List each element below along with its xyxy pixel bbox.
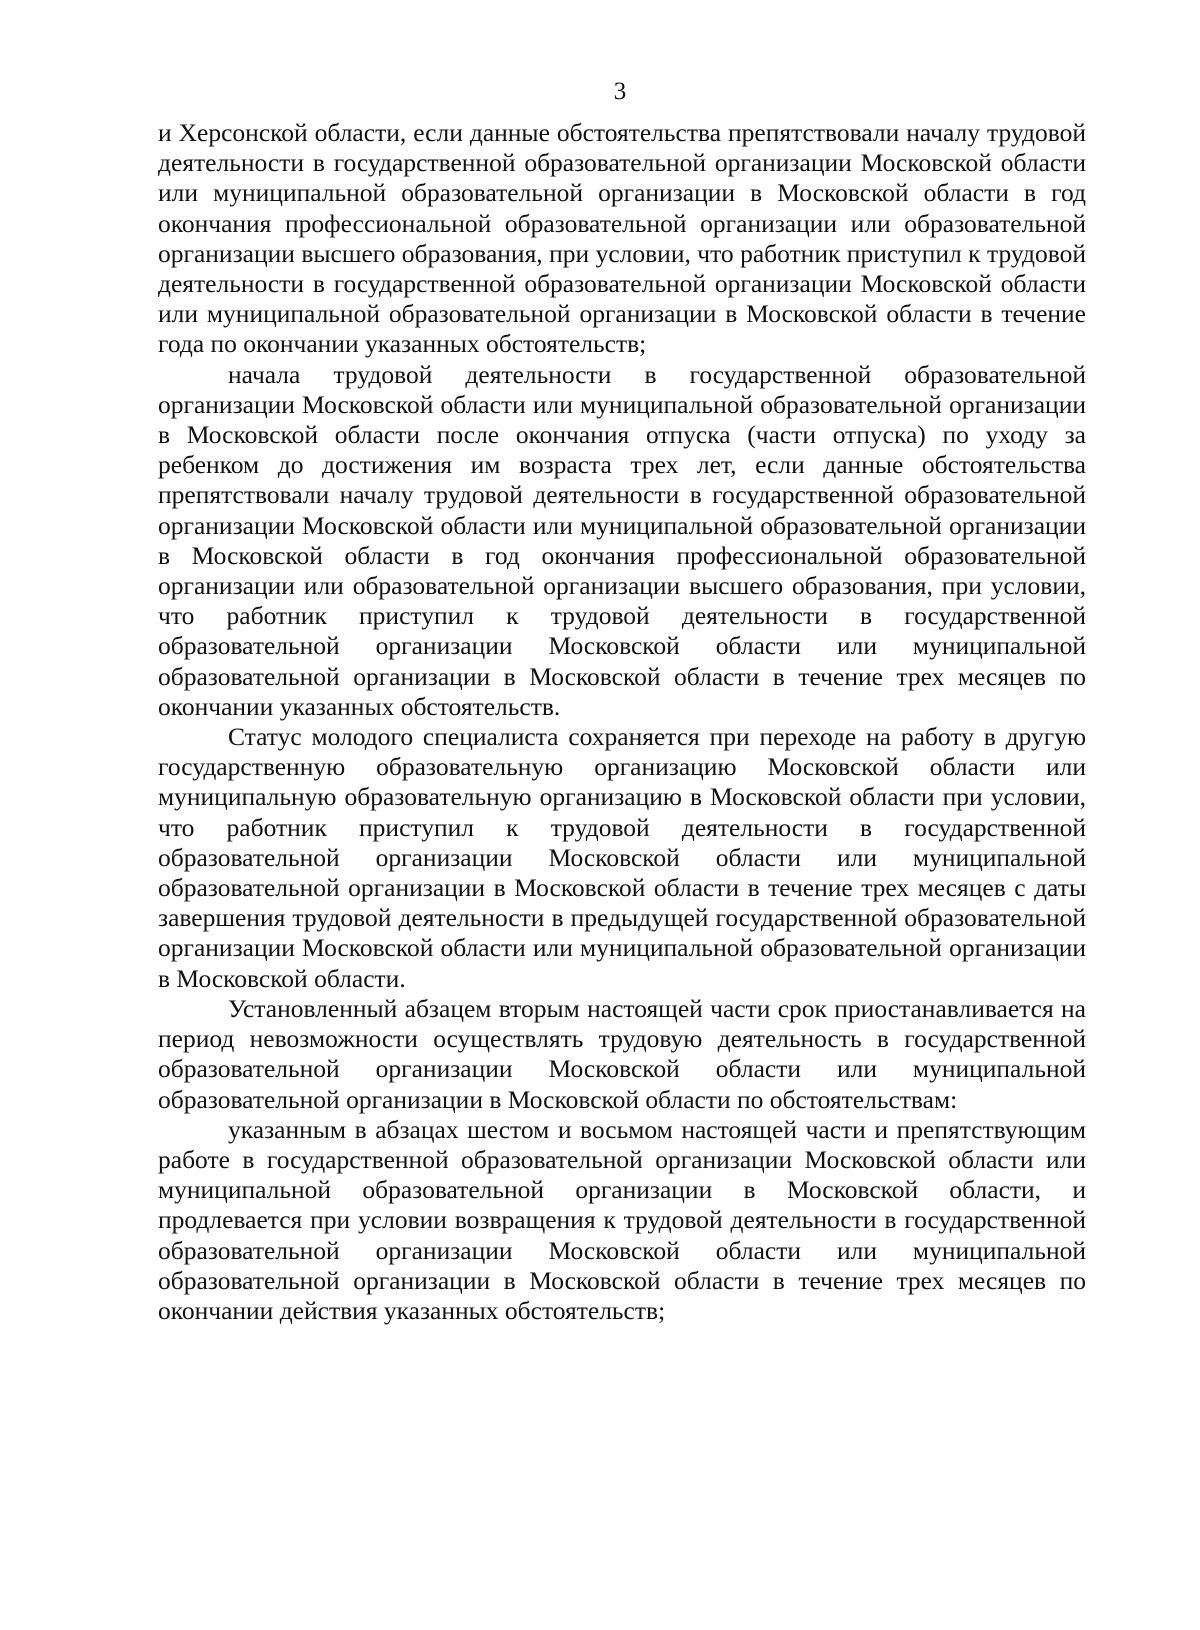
- paragraph-term-suspension: Установленный абзацем вторым настоящей части срок приостанавливается на период невозможности осуществлять трудовую деятельность в государственной образовательной организации Московской области или муниципальной образовательной организации в Московской области по обстоятельствам:: [158, 993, 1086, 1114]
- paragraph-parental-leave: начала трудовой деятельности в государственной образовательной организации Московской области или муниципальной образовательной организации в Московской области после окончания отпуска (части отпуска) по уходу за ребенком до достижения им возраста трех лет, если данные обстоятельства препятствовали началу трудовой деятельности в государственной образовательной организации Московской области или муниципальной образовательной организации в Московской области в год окончания профессиональной образовательной организации или образовательной организации высшего образования, при условии, что работник приступил к трудовой деятельности в государственной образовательной организации Московской области или муниципальной образовательной организации в Московской области в течение трех месяцев по окончании указанных обстоятельств.: [158, 359, 1086, 721]
- page-number: 3: [613, 78, 627, 105]
- paragraph-status-retention: Статус молодого специалиста сохраняется при переходе на работу в другую государственную образовательную организацию Московской области или муниципальную образовательную организацию в Московской области при условии, что работник приступил к трудовой деятельности в государственной образовательной организации Московской области или муниципальной образовательной организации в Московской области в течение трех месяцев с даты завершения трудовой деятельности в предыдущей государственной образовательной организации Московской области или муниципальной образовательной организации в Московской области.: [158, 722, 1086, 993]
- document-body: [158, 118, 1086, 1326]
- paragraph-continuation: и Херсонской области, если данные обстоятельства препятствовали началу трудовой деятельности в государственной образовательной организации Московской области или муниципальной образовательной организации в Московской области в год окончания профессиональной образовательной организации или образовательной организации высшего образования, при условии, что работник приступил к трудовой деятельности в государственной образовательной организации Московской области или муниципальной образовательной организации в Московской области в течение года по окончании указанных обстоятельств;: [158, 118, 1086, 359]
- paragraph-circumstances: указанным в абзацах шестом и восьмом настоящей части и препятствующим работе в государственной образовательной организации Московской области или муниципальной образовательной организации в Московской области, и продлевается при условии возвращения к трудовой деятельности в государственной образовательной организации Московской области или муниципальной образовательной организации в Московской области в течение трех месяцев по окончании действия указанных обстоятельств;: [158, 1114, 1086, 1325]
